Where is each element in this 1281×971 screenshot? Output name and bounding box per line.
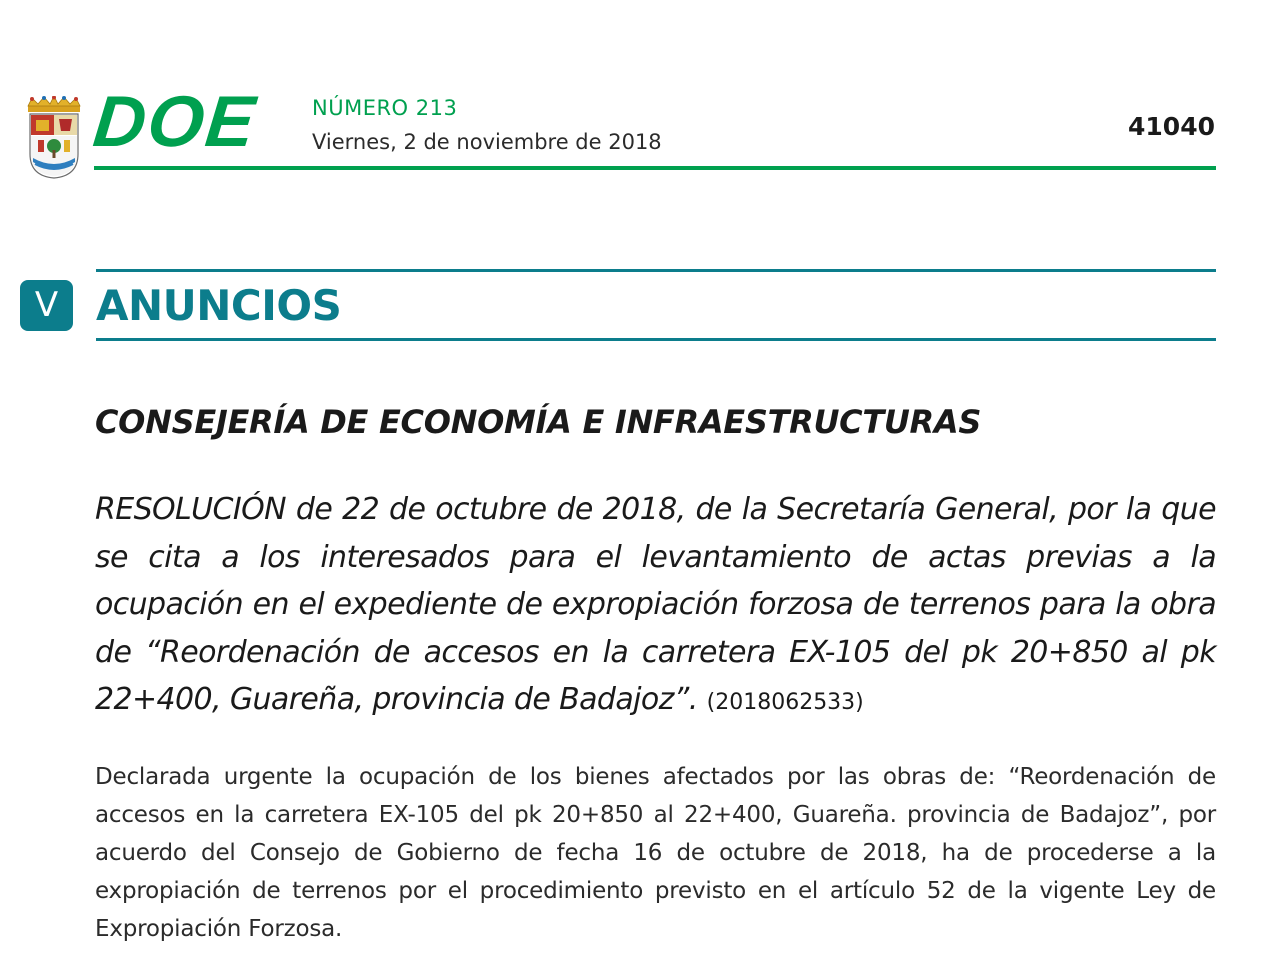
doe-wordmark: DOE	[89, 82, 261, 162]
section-divider-top	[96, 269, 1216, 272]
page-number: 41040	[1128, 112, 1215, 141]
header-divider	[94, 166, 1216, 170]
resolution-text: RESOLUCIÓN de 22 de octubre de 2018, de la Secretaría General, por la que se cita a los interesados para el levantamiento de actas previas a la ocupación en el expediente de expropiación forzosa de terrenos para la obra de “Reordenación de accesos en la carretera EX-105 del pk 20+850 al pk 22+400, Guareña, provincia de Badajoz”.	[95, 492, 1216, 717]
ministry-heading: CONSEJERÍA DE ECONOMÍA E INFRAESTRUCTURAS	[95, 403, 982, 441]
section-title: ANUNCIOS	[96, 281, 342, 330]
resolution-title	[95, 486, 1216, 727]
extremadura-coat-of-arms-icon	[24, 96, 84, 180]
body-paragraph: Declarada urgente la ocupación de los bienes afectados por las obras de: “Reordenación de accesos en la carretera EX-105 del pk 20+850 al 22+400, Guareña. provincia de Badajoz”, por acuerdo del Consejo de Gobierno de fecha 16 de octubre de 2018, ha de procederse a la expropiación de terrenos por el procedimiento previsto en el artículo 52 de la vigente Ley de Expropiación Forzosa.	[95, 764, 1216, 942]
section-divider-bottom	[96, 338, 1216, 341]
section-badge: V	[20, 280, 73, 331]
resolution-code: (2018062533)	[706, 690, 864, 715]
issue-date: Viernes, 2 de noviembre de 2018	[312, 130, 662, 154]
issue-number: NÚMERO 213	[312, 96, 458, 120]
